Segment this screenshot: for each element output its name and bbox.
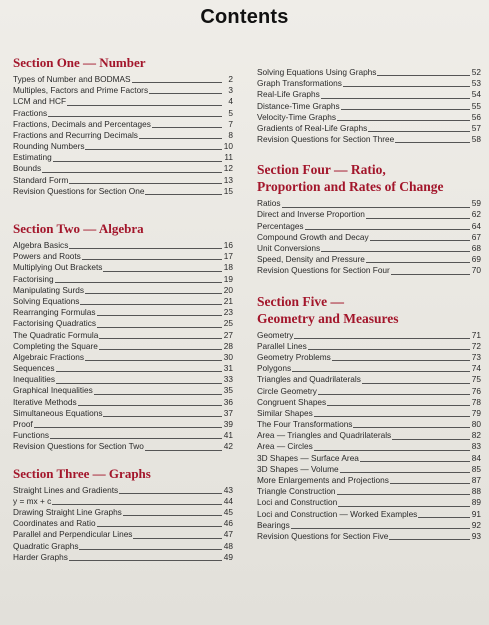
entry-title: Bounds	[13, 163, 42, 174]
entry-title: Graph Transformations	[257, 78, 342, 89]
entry-title: Fractions	[13, 107, 48, 118]
toc-entry[interactable]	[257, 486, 481, 497]
toc-entry[interactable]	[13, 164, 233, 175]
leader-line	[119, 493, 222, 494]
leader-line	[321, 98, 470, 99]
leader-line	[341, 109, 470, 110]
right-column	[257, 67, 481, 542]
leader-line	[321, 251, 470, 252]
entry-title: Estimating	[13, 152, 52, 163]
page-number: 42	[223, 441, 233, 452]
toc-entry[interactable]	[257, 374, 481, 385]
entry-title: Graphical Inequalities	[13, 385, 93, 396]
leader-line	[152, 127, 222, 128]
toc-entry[interactable]	[257, 497, 481, 508]
entry-title: Revision Questions for Section Four	[257, 265, 390, 276]
entry-title: 3D Shapes — Volume	[257, 463, 339, 474]
entry-title: Powers and Roots	[13, 251, 81, 262]
toc-entry[interactable]	[13, 152, 233, 163]
left-column	[13, 55, 233, 563]
page-number: 70	[471, 265, 481, 276]
leader-line	[366, 218, 470, 219]
entry-title: Sequences	[13, 363, 55, 374]
entry-title: LCM and HCF	[13, 96, 67, 107]
toc-entry[interactable]	[13, 318, 233, 329]
section	[13, 55, 233, 197]
page-number: 69	[471, 254, 481, 265]
toc-entry[interactable]	[257, 221, 481, 232]
toc-entry[interactable]	[257, 198, 481, 209]
entry-title: Revision Questions for Section Two	[13, 441, 144, 452]
leader-line	[80, 304, 222, 305]
leader-line	[34, 427, 222, 428]
page-number: 21	[223, 295, 233, 306]
leader-line	[343, 86, 470, 87]
toc-entry[interactable]	[257, 78, 481, 89]
toc-entry[interactable]	[13, 552, 233, 563]
page-number: 7	[228, 118, 233, 129]
page-number: 73	[471, 351, 481, 362]
page-number: 11	[224, 152, 233, 163]
entry-title: Coordinates and Ratio	[13, 518, 96, 529]
page-number: 62	[471, 209, 481, 220]
entry-title: Rounding Numbers	[13, 141, 85, 152]
toc-entry[interactable]	[257, 442, 481, 453]
entry-title: Compound Growth and Decay	[257, 231, 369, 242]
entry-title: y = mx + c	[13, 495, 52, 506]
page-number: 4	[228, 96, 233, 107]
toc-entry[interactable]	[13, 341, 233, 352]
entry-title: Algebra Basics	[13, 240, 69, 251]
entry-title: Standard Form	[13, 174, 69, 185]
toc-entry[interactable]	[13, 374, 233, 385]
leader-line	[103, 271, 222, 272]
toc-entry[interactable]	[13, 363, 233, 374]
leader-line	[42, 172, 222, 173]
page-number: 10	[223, 141, 233, 152]
page-number: 37	[223, 407, 233, 418]
entry-title: The Quadratic Formula	[13, 329, 99, 340]
toc-entry[interactable]	[257, 386, 481, 397]
entry-title: Loci and Construction — Worked Examples	[257, 508, 418, 519]
toc-entry[interactable]	[257, 397, 481, 408]
toc-entry[interactable]	[257, 475, 481, 486]
entry-title: Similar Shapes	[257, 407, 313, 418]
section-heading-line2: Geometry and Measures	[257, 310, 399, 326]
page-number: 49	[223, 551, 233, 562]
page-number: 82	[471, 430, 481, 441]
page-number: 64	[471, 220, 481, 231]
page-number: 5	[228, 107, 233, 118]
page-number: 33	[223, 374, 233, 385]
toc-entry[interactable]	[13, 274, 233, 285]
page-number: 57	[471, 122, 481, 133]
page-number: 8	[228, 129, 233, 140]
leader-line	[123, 515, 222, 516]
entry-title: Solving Equations	[13, 295, 80, 306]
leader-line	[360, 461, 470, 462]
page-number: 74	[471, 363, 481, 374]
entry-title: Bearings	[257, 519, 290, 530]
page-number: 19	[223, 273, 233, 284]
page-number: 48	[223, 540, 233, 551]
entry-title: Quadratic Graphs	[13, 540, 79, 551]
page-number: 46	[223, 518, 233, 529]
page-number: 89	[471, 497, 481, 508]
leader-line	[368, 131, 470, 132]
entry-title: Loci and Construction	[257, 497, 338, 508]
leader-line	[149, 93, 222, 94]
leader-line	[67, 105, 222, 106]
leader-line	[305, 229, 470, 230]
leader-line	[390, 483, 470, 484]
page-number: 84	[471, 452, 481, 463]
leader-line	[291, 528, 470, 529]
page-number: 16	[223, 240, 233, 251]
section	[13, 466, 233, 563]
toc-entry[interactable]	[257, 134, 481, 145]
entry-title: Rearranging Formulas	[13, 307, 96, 318]
section-heading: Section Three — Graphs	[13, 465, 151, 481]
page-number: 71	[471, 329, 481, 340]
leader-line	[353, 427, 470, 428]
toc-entry[interactable]	[13, 397, 233, 408]
page-number: 88	[471, 486, 481, 497]
leader-line	[314, 450, 470, 451]
toc-entry[interactable]	[257, 408, 481, 419]
section	[257, 161, 481, 276]
toc-entry[interactable]	[257, 341, 481, 352]
leader-line	[391, 274, 470, 275]
leader-line	[139, 138, 222, 139]
entry-title: Proof	[13, 419, 33, 430]
section-heading: Section Four — Ratio,	[257, 162, 386, 178]
toc-entry[interactable]	[257, 520, 481, 531]
toc-entry[interactable]	[257, 210, 481, 221]
page-number: 54	[471, 89, 481, 100]
leader-line	[332, 360, 470, 361]
leader-line	[337, 120, 470, 121]
toc-entry[interactable]	[257, 430, 481, 441]
entry-title: Fractions, Decimals and Percentages	[13, 118, 151, 129]
page-number: 41	[223, 430, 233, 441]
entry-title: Revision Questions for Section One	[13, 185, 145, 196]
entry-title: Manipulating Surds	[13, 284, 85, 295]
leader-line	[327, 405, 470, 406]
toc-entry[interactable]	[257, 101, 481, 112]
page-number: 44	[223, 495, 233, 506]
leader-line	[82, 259, 222, 260]
entry-title: Area — Circles	[257, 441, 313, 452]
page-number: 45	[223, 506, 233, 517]
page-number: 78	[471, 396, 481, 407]
toc-entry[interactable]	[13, 386, 233, 397]
page-number: 76	[471, 385, 481, 396]
page-number: 85	[471, 463, 481, 474]
toc-entry[interactable]	[257, 363, 481, 374]
entry-title: Congruent Shapes	[257, 396, 327, 407]
page-number: 3	[228, 85, 233, 96]
toc-entry[interactable]	[13, 507, 233, 518]
toc-entry[interactable]	[13, 441, 233, 452]
leader-line	[392, 439, 470, 440]
entry-title: Ratios	[257, 198, 281, 209]
section	[257, 293, 481, 543]
entry-title: Gradients of Real-Life Graphs	[257, 122, 368, 133]
leader-line	[50, 438, 222, 439]
entry-title: Multiples, Factors and Prime Factors	[13, 85, 149, 96]
section	[13, 221, 233, 453]
page-number: 43	[223, 484, 233, 495]
leader-line	[85, 149, 222, 150]
toc-entry[interactable]	[13, 108, 233, 119]
leader-line	[294, 338, 470, 339]
leader-line	[370, 240, 470, 241]
entry-title: Distance-Time Graphs	[257, 100, 340, 111]
entry-title: Factorising Quadratics	[13, 318, 97, 329]
entry-title: Triangle Construction	[257, 486, 336, 497]
page-number: 53	[471, 78, 481, 89]
page-number: 39	[223, 419, 233, 430]
leader-line	[314, 416, 470, 417]
page-number: 79	[471, 407, 481, 418]
section-heading-line2: Proportion and Rates of Change	[257, 179, 444, 195]
leader-line	[97, 526, 222, 527]
leader-line	[69, 560, 222, 561]
leader-line	[133, 538, 222, 539]
entry-title: The Four Transformations	[257, 419, 353, 430]
page-number: 23	[223, 307, 233, 318]
leader-line	[340, 472, 470, 473]
toc-entry[interactable]	[257, 419, 481, 430]
toc-entry[interactable]	[257, 509, 481, 520]
leader-line	[103, 416, 222, 417]
entry-title: Circle Geometry	[257, 385, 317, 396]
page-number: 20	[223, 284, 233, 295]
toc-entry[interactable]	[257, 453, 481, 464]
page-title: Contents	[200, 6, 289, 28]
page-number: 83	[471, 441, 481, 452]
page-number: 56	[471, 111, 481, 122]
toc-entry[interactable]	[257, 254, 481, 265]
leader-line	[418, 517, 470, 518]
page-number: 68	[471, 243, 481, 254]
entry-title: Real-Life Graphs	[257, 89, 320, 100]
toc-entry[interactable]	[13, 85, 233, 96]
page-number: 92	[471, 519, 481, 530]
leader-line	[308, 349, 470, 350]
entry-title: 3D Shapes — Surface Area	[257, 452, 359, 463]
toc-entry[interactable]	[13, 262, 233, 273]
entry-title: Geometry Problems	[257, 351, 331, 362]
page-number: 55	[471, 100, 481, 111]
leader-line	[99, 349, 222, 350]
toc-entry[interactable]	[257, 531, 481, 542]
toc-entry[interactable]	[257, 112, 481, 123]
leader-line	[145, 194, 222, 195]
entry-title: Drawing Straight Line Graphs	[13, 506, 122, 517]
page-number: 36	[223, 396, 233, 407]
toc-entry[interactable]	[13, 419, 233, 430]
page-number: 58	[471, 134, 481, 145]
page-number: 2	[228, 73, 233, 84]
toc-entry[interactable]	[13, 96, 233, 107]
page-number: 52	[471, 66, 481, 77]
toc-entry[interactable]	[257, 464, 481, 475]
leader-line	[69, 248, 222, 249]
entry-title: Percentages	[257, 220, 304, 231]
section-heading: Section One — Number	[13, 55, 146, 70]
page-number: 80	[471, 419, 481, 430]
leader-line	[48, 116, 222, 117]
toc-entry[interactable]	[13, 485, 233, 496]
entry-title: Iterative Methods	[13, 396, 77, 407]
toc-entry[interactable]	[13, 186, 233, 197]
page-number: 75	[471, 374, 481, 385]
page-number: 31	[223, 363, 233, 374]
entry-title: Completing the Square	[13, 340, 98, 351]
entry-title: Types of Number and BODMAS	[13, 73, 131, 84]
entry-title: Inequalities	[13, 374, 55, 385]
entry-title: Multiplying Out Brackets	[13, 262, 103, 273]
toc-entry[interactable]	[257, 123, 481, 134]
leader-line	[145, 450, 222, 451]
toc-entry[interactable]	[257, 67, 481, 78]
entry-title: Straight Lines and Gradients	[13, 484, 119, 495]
leader-line	[53, 161, 222, 162]
leader-line	[85, 293, 222, 294]
toc-entry[interactable]	[13, 352, 233, 363]
entry-title: Triangles and Quadrilaterals	[257, 374, 361, 385]
leader-line	[79, 549, 222, 550]
page-number: 67	[471, 231, 481, 242]
toc-entry[interactable]	[13, 307, 233, 318]
leader-line	[56, 371, 222, 372]
leader-line	[55, 282, 222, 283]
entry-title: Algebraic Fractions	[13, 351, 85, 362]
leader-line	[97, 315, 222, 316]
toc-entry[interactable]	[13, 119, 233, 130]
toc-entry[interactable]	[257, 89, 481, 100]
toc-entry[interactable]	[13, 541, 233, 552]
entry-title: Direct and Inverse Proportion	[257, 209, 365, 220]
section-heading: Section Two — Algebra	[13, 221, 144, 237]
toc-entry[interactable]	[13, 430, 233, 441]
page-number: 15	[223, 185, 233, 196]
entry-title: Parallel and Perpendicular Lines	[13, 529, 133, 540]
toc-entry[interactable]	[13, 408, 233, 419]
toc-entry[interactable]	[13, 518, 233, 529]
leader-line	[377, 75, 470, 76]
page-number: 25	[223, 318, 233, 329]
leader-line	[85, 360, 222, 361]
leader-line	[94, 394, 222, 395]
section	[257, 67, 481, 145]
entry-title: More Enlargements and Projections	[257, 475, 389, 486]
toc-entry[interactable]	[13, 175, 233, 186]
page-number: 30	[223, 351, 233, 362]
toc-entry[interactable]	[13, 130, 233, 141]
toc-entry[interactable]	[13, 251, 233, 262]
entry-title: Fractions and Recurring Decimals	[13, 129, 138, 140]
entry-title: Area — Triangles and Quadrilaterals	[257, 430, 392, 441]
toc-entry[interactable]	[13, 141, 233, 152]
page-number: 17	[223, 251, 233, 262]
entry-title: Velocity-Time Graphs	[257, 111, 336, 122]
leader-line	[338, 506, 470, 507]
entry-title: Polygons	[257, 363, 292, 374]
leader-line	[337, 494, 470, 495]
page-number: 93	[471, 530, 481, 541]
leader-line	[366, 262, 470, 263]
toc-entry[interactable]	[13, 285, 233, 296]
entry-title: Functions	[13, 430, 49, 441]
toc-entry[interactable]	[257, 232, 481, 243]
toc-entry[interactable]	[13, 330, 233, 341]
leader-line	[97, 327, 222, 328]
entry-title: Parallel Lines	[257, 340, 307, 351]
toc-entry[interactable]	[13, 240, 233, 251]
page-number: 28	[223, 340, 233, 351]
toc-entry[interactable]	[257, 352, 481, 363]
entry-title: Factorising	[13, 273, 54, 284]
toc-entry[interactable]	[257, 243, 481, 254]
entry-title: Unit Conversions	[257, 243, 321, 254]
entry-title: Harder Graphs	[13, 551, 68, 562]
page-number: 87	[471, 475, 481, 486]
leader-line	[395, 142, 470, 143]
toc-entry[interactable]	[13, 296, 233, 307]
leader-line	[292, 371, 470, 372]
leader-line	[78, 405, 222, 406]
page-number: 72	[471, 340, 481, 351]
toc-entry[interactable]	[257, 330, 481, 341]
toc-entry[interactable]	[257, 265, 481, 276]
page-number: 91	[471, 508, 481, 519]
toc-entry[interactable]	[13, 496, 233, 507]
page-number: 13	[223, 174, 233, 185]
toc-entry[interactable]	[13, 74, 233, 85]
page-number: 35	[223, 385, 233, 396]
leader-line	[56, 383, 222, 384]
leader-line	[282, 207, 470, 208]
page-number: 12	[223, 163, 233, 174]
page-number: 47	[223, 529, 233, 540]
page-number: 27	[223, 329, 233, 340]
leader-line	[362, 383, 470, 384]
leader-line	[318, 394, 470, 395]
leader-line	[389, 539, 470, 540]
page-number: 18	[223, 262, 233, 273]
leader-line	[52, 504, 222, 505]
leader-line	[132, 82, 222, 83]
toc-entry[interactable]	[13, 529, 233, 540]
leader-line	[99, 338, 222, 339]
entry-title: Simultaneous Equations	[13, 407, 103, 418]
entry-title: Revision Questions for Section Three	[257, 134, 395, 145]
section-heading: Section Five —	[257, 293, 344, 309]
entry-title: Solving Equations Using Graphs	[257, 66, 377, 77]
entry-title: Speed, Density and Pressure	[257, 254, 365, 265]
leader-line	[69, 183, 222, 184]
entry-title: Geometry	[257, 329, 294, 340]
page-number: 59	[471, 198, 481, 209]
entry-title: Revision Questions for Section Five	[257, 530, 389, 541]
